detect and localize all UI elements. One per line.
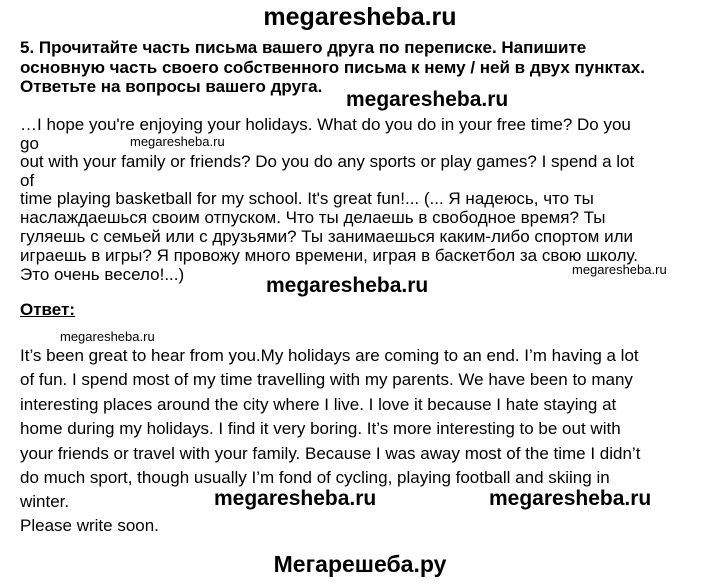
answer-line-4: home during my holidays. I find it very boring. It’s more interesting to be out with — [20, 419, 621, 438]
letter-line-4: of — [20, 171, 35, 190]
answer-line-6: do much sport, though usually I’m fond of cycling, playing football and skiing in — [20, 468, 610, 487]
answer-line-3: interesting places around the city where I live. I love it because I hate staying at — [20, 395, 617, 414]
answer-line-1: It’s been great to hear from you.My holidays are coming to an end. I’m having a lot — [20, 346, 639, 365]
watermark-middle-4: megaresheba.ru — [489, 487, 652, 510]
answer-line-7: winter. — [20, 492, 70, 511]
watermark-small-3: megaresheba.ru — [60, 329, 155, 344]
letter-line-5: time playing basketball for my school. It's great fun!... (... Я надеюсь, что ты — [20, 189, 594, 208]
watermark-middle-2: megaresheba.ru — [266, 274, 429, 297]
task-line-3: Ответьте на вопросы вашего друга. — [20, 77, 323, 96]
watermark-middle-1: megaresheba.ru — [346, 88, 509, 111]
letter-line-3: out with your family or friends? Do you do any sports or play games? I spend a lot — [20, 152, 635, 171]
letter-line-1: …I hope you're enjoying your holidays. What do you do in your free time? Do you — [20, 115, 631, 134]
watermark-top: megaresheba.ru — [263, 3, 457, 31]
watermark-small-1: megaresheba.ru — [130, 134, 225, 149]
answer-line-5: your friends or travel with your family. Because I was away most of the time I didn’t — [20, 444, 641, 463]
answer-line-2: of fun. I spend most of my time travelling with my parents. We have been to many — [20, 370, 633, 389]
watermark-middle-3: megaresheba.ru — [214, 487, 377, 510]
letter-line-6: наслаждаешься своим отпуском. Что ты делаешь в свободное время? Ты — [20, 208, 606, 227]
letter-line-7: гуляешь с семьей или с друзьями? Ты занимаешься каким-либо спортом или — [20, 227, 634, 246]
answer-line-8: Please write soon. — [20, 516, 159, 535]
task-line-1: 5. Прочитайте часть письма вашего друга по переписке. Напишите — [20, 38, 587, 57]
watermark-bottom: Мегарешеба.ру — [273, 551, 447, 577]
letter-line-2: go — [20, 134, 39, 153]
letter-line-9: Это очень весело!...) — [20, 265, 185, 284]
watermark-small-2: megaresheba.ru — [572, 262, 667, 277]
answer-label: Ответ: — [20, 300, 75, 319]
letter-line-8: играешь в игры? Я провожу много времени, играя в баскетбол за свою школу. — [20, 246, 638, 265]
task-line-2: основную часть своего собственного письма к нему / ней в двух пунктах. — [20, 58, 645, 77]
